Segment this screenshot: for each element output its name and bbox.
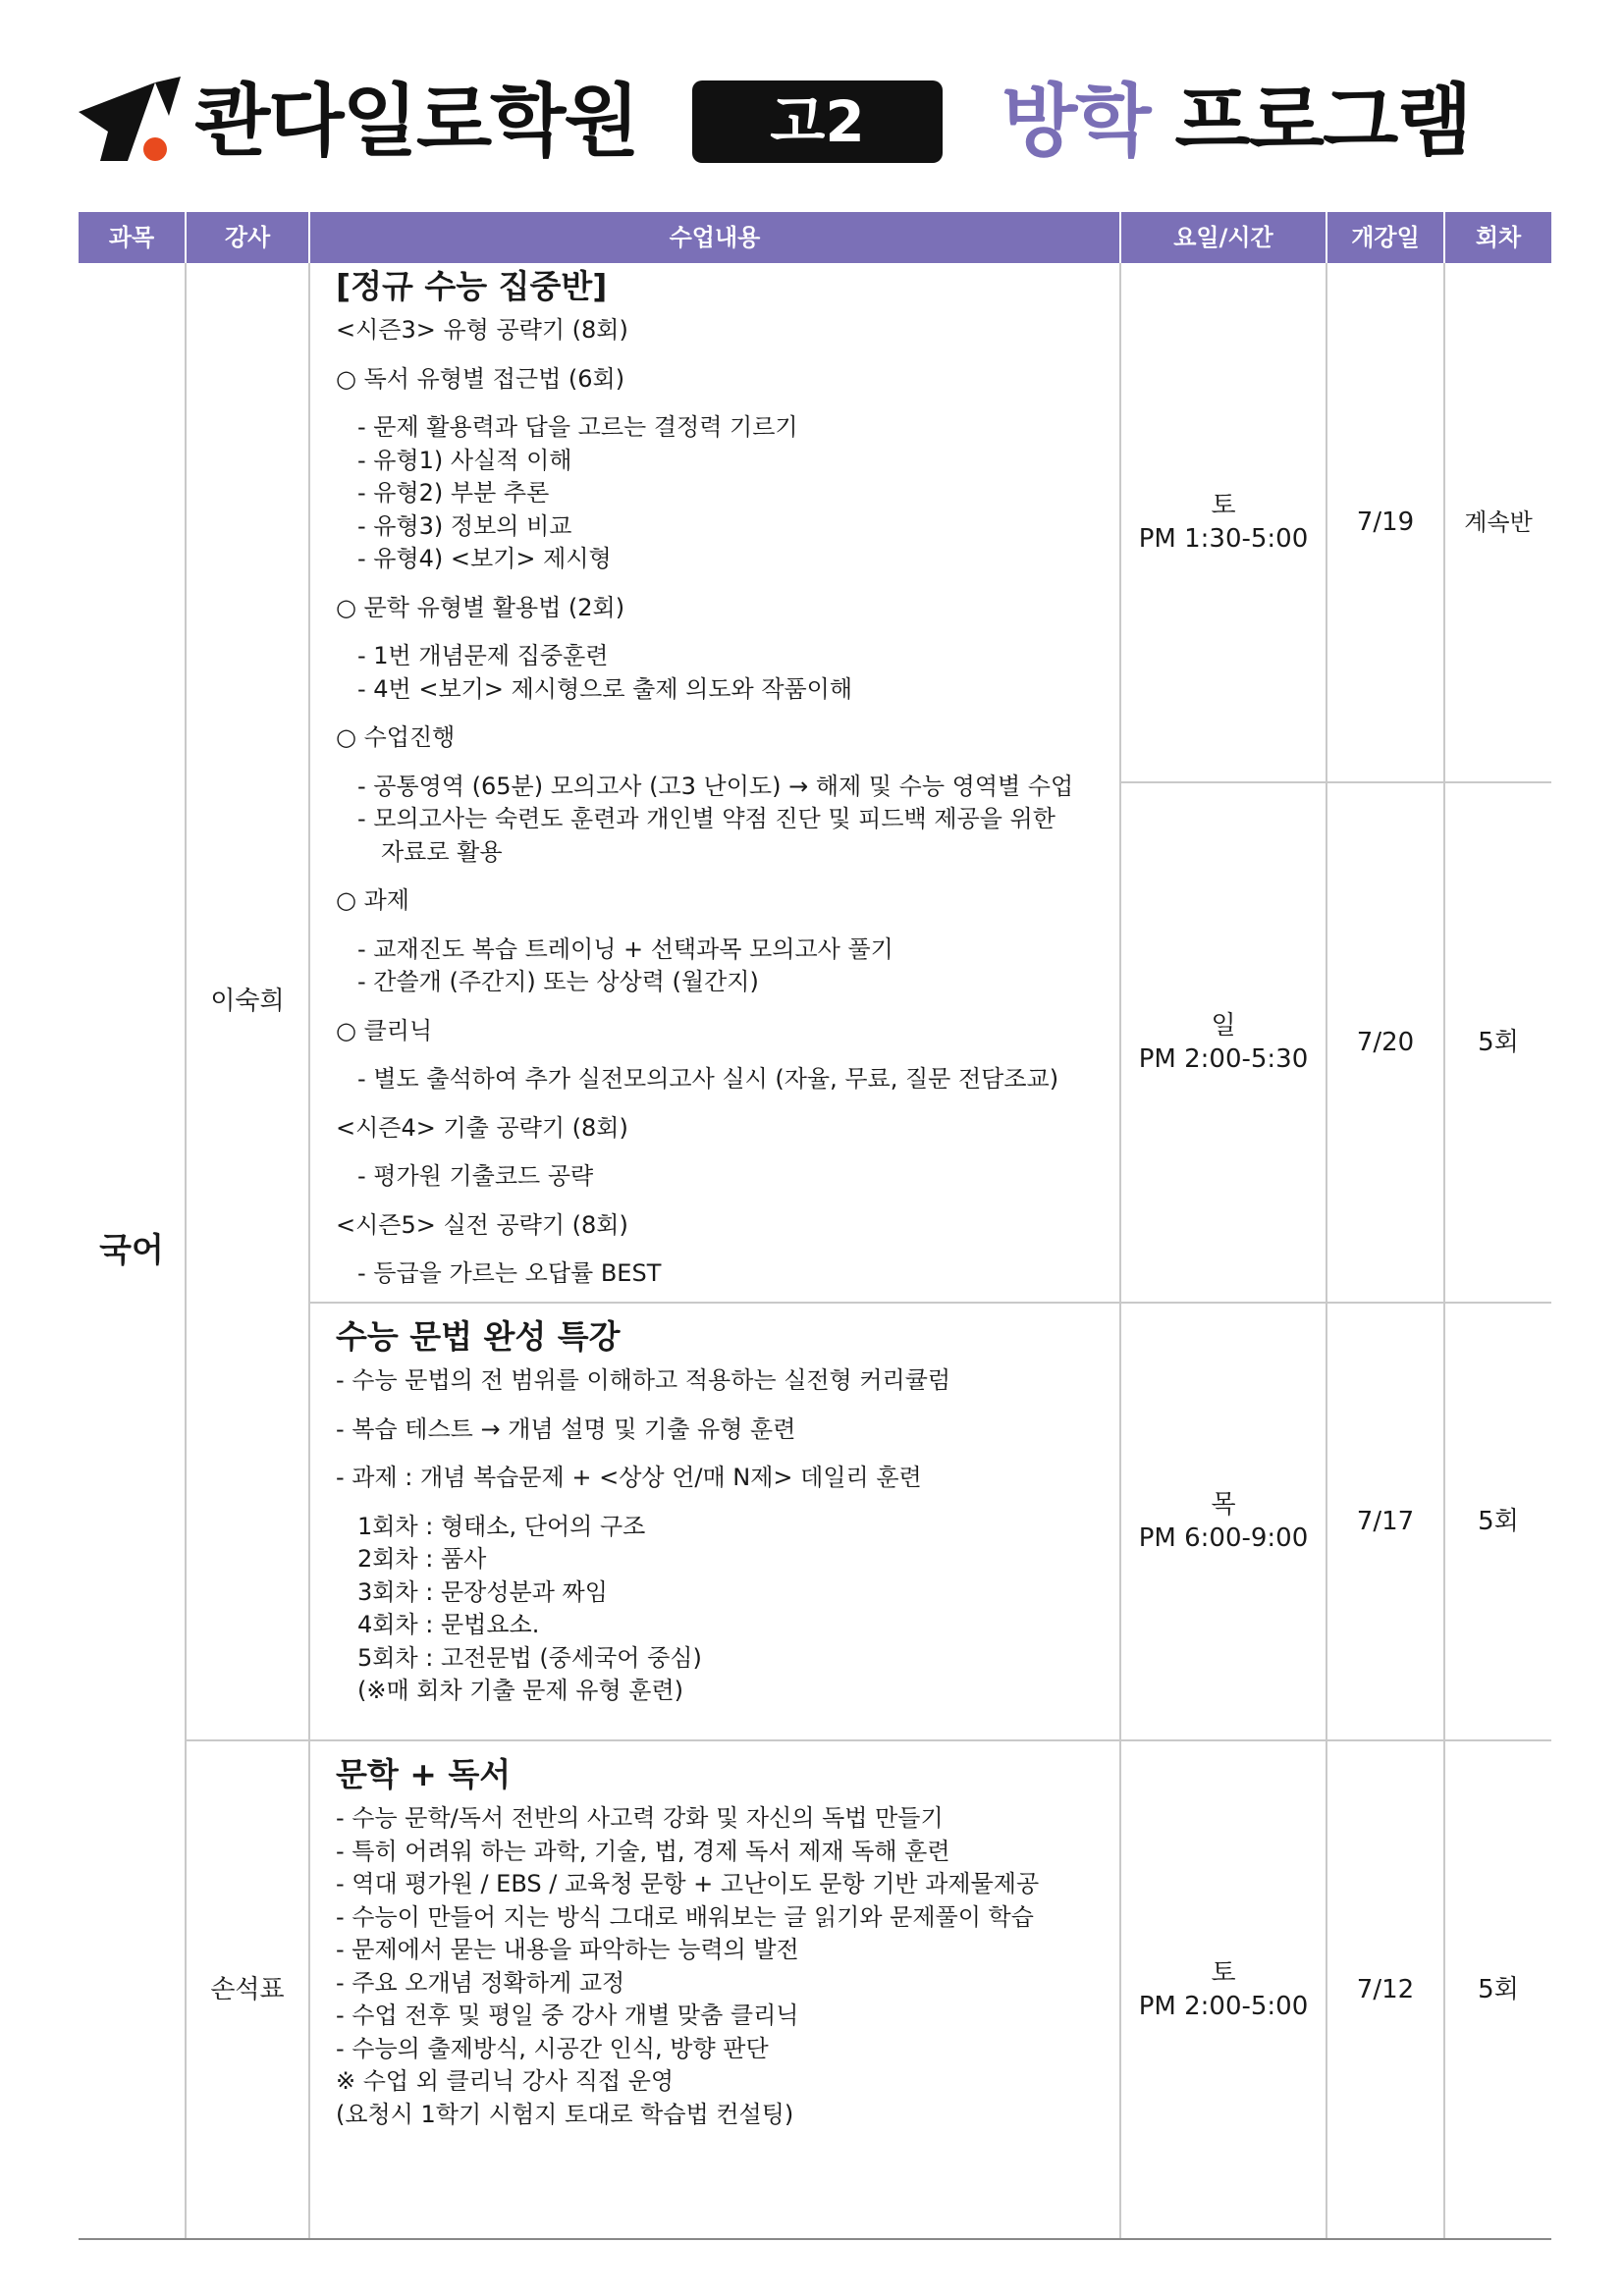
table-bottom-border: [79, 2238, 1551, 2240]
content-line: - 수능 문법의 전 범위를 이해하고 적용하는 실전형 커리큘럼: [336, 1366, 951, 1394]
content-line: - 유형2) 부분 추론: [357, 479, 550, 507]
schedule-time: PM 2:00-5:00: [1138, 1992, 1309, 2021]
column-header-content: 수업내용: [310, 212, 1119, 263]
content-line: - 유형1) 사실적 이해: [357, 446, 572, 474]
schedule-cell: [1121, 1304, 1326, 1739]
academy-name: 콴다일로학원: [194, 76, 638, 167]
teacher-cell: 손석표: [210, 1975, 285, 2004]
content-line: 4회차 : 문법요소.: [357, 1611, 540, 1638]
column-header-start-date: 개강일: [1327, 212, 1443, 263]
grid-line: [308, 263, 310, 2240]
sessions-cell: 5회: [1478, 1975, 1519, 2004]
content-line: <시즌4> 기출 공략기 (8회): [336, 1113, 628, 1142]
course-title: [정규 수능 집중반]: [336, 267, 608, 305]
content-line: ○ 수업진행: [336, 723, 456, 751]
sessions-cell: 계속반: [1464, 508, 1533, 536]
content-line: - 모의고사는 숙련도 훈련과 개인별 약점 진단 및 피드백 제공을 위한: [357, 805, 1056, 832]
course-content-literature: [336, 1755, 1111, 2131]
content-line: 2회차 : 품사: [357, 1545, 487, 1573]
content-line: - 과제 : 개념 복습문제 + <상상 언/매 N제> 데일리 훈련: [336, 1464, 922, 1491]
start-date-cell: 7/19: [1356, 507, 1415, 537]
content-line: - 등급을 가르는 오답률 BEST: [357, 1259, 662, 1287]
course-content-grammar: [336, 1317, 1111, 1708]
content-line: - 문제 활용력과 답을 고르는 결정력 기르기: [357, 413, 798, 441]
content-line: - 수능의 출제방식, 시공간 인식, 방향 판단: [336, 2034, 769, 2062]
content-line: - 수능이 만들어 지는 방식 그대로 배워보는 글 읽기와 문제풀이 학습: [336, 1902, 1034, 1931]
course-title: 수능 문법 완성 특강: [336, 1317, 621, 1356]
subject-cell: 국어: [99, 1231, 164, 1270]
content-line: - 유형4) <보기> 제시형: [357, 545, 612, 572]
content-line: 5회차 : 고전문법 (중세국어 중심): [357, 1643, 702, 1672]
grade-badge: 고2: [692, 80, 943, 163]
start-date-cell: 7/20: [1356, 1028, 1415, 1057]
content-line: ○ 클리닉: [336, 1016, 433, 1044]
schedule-time: PM 1:30-5:00: [1138, 524, 1309, 554]
content-line: <시즌3> 유형 공략기 (8회): [336, 316, 628, 344]
content-line: - 수능 문학/독서 전반의 사고력 강화 및 자신의 독법 만들기: [336, 1804, 944, 1832]
content-line: - 특히 어려워 하는 과학, 기술, 법, 경제 독서 제재 독해 훈련: [336, 1837, 950, 1865]
course-content-regular: [336, 267, 1111, 1291]
content-line: - 복습 테스트 → 개념 설명 및 기출 유형 훈련: [336, 1415, 796, 1443]
column-header-schedule: 요일/시간: [1121, 212, 1326, 263]
content-line: 1회차 : 형태소, 단어의 구조: [357, 1512, 646, 1540]
content-line: ○ 과제: [336, 886, 409, 914]
sessions-cell: 5회: [1478, 1507, 1519, 1536]
content-line: (※매 회차 기출 문제 유형 훈련): [357, 1677, 684, 1704]
content-line: (요청시 1학기 시험지 토대로 학습법 컨설팅): [336, 2100, 794, 2128]
content-line: ※ 수업 외 클리닉 강사 직접 운영: [336, 2067, 675, 2095]
content-line: - 유형3) 정보의 비교: [357, 511, 572, 540]
content-line: 3회차 : 문장성분과 짜임: [357, 1577, 608, 1606]
sessions-cell: 5회: [1478, 1028, 1519, 1057]
content-line: - 간쓸개 (주간지) 또는 상상력 (월간지): [357, 968, 759, 995]
schedule-day: 일: [1211, 1011, 1236, 1041]
content-line: ○ 문학 유형별 활용법 (2회): [336, 593, 625, 621]
schedule-cell: [1121, 783, 1326, 1302]
course-title: 문학 + 독서: [336, 1755, 512, 1793]
content-line: - 공통영역 (65분) 모의고사 (고3 난이도) → 해제 및 수능 영역별 수업: [357, 772, 1074, 800]
content-line: - 4번 <보기> 제시형으로 출제 의도와 작품이해: [357, 674, 853, 703]
content-line: - 별도 출석하여 추가 실전모의고사 실시 (자율, 무료, 질문 전담조교): [357, 1065, 1059, 1093]
start-date-cell: 7/17: [1356, 1507, 1415, 1536]
content-line: 자료로 활용: [381, 837, 503, 866]
table-header: [79, 212, 1551, 263]
program-title: [1001, 71, 1471, 173]
schedule-cell: [1121, 263, 1326, 781]
content-line: - 수업 전후 및 평일 중 강사 개별 맞춤 클리닉: [336, 2002, 799, 2029]
schedule-time: PM 6:00-9:00: [1138, 1523, 1309, 1553]
schedule-day: 목: [1211, 1490, 1236, 1520]
schedule-day: 토: [1211, 491, 1236, 520]
start-date-cell: 7/12: [1356, 1975, 1415, 2004]
page-header: [79, 71, 1522, 179]
content-line: - 교재진도 복습 트레이닝 + 선택과목 모의고사 풀기: [357, 934, 893, 963]
schedule-cell: [1121, 1741, 1326, 2238]
teacher-cell: 이숙희: [210, 987, 285, 1016]
column-header-sessions: 회차: [1445, 212, 1551, 263]
content-line: - 주요 오개념 정확하게 교정: [336, 1968, 625, 1997]
program-title-accent: 방학: [1001, 76, 1150, 167]
content-line: - 1번 개념문제 집중훈련: [357, 642, 609, 669]
schedule-day: 토: [1211, 1958, 1236, 1988]
academy-logo-icon: [79, 77, 181, 165]
column-header-teacher: 강사: [187, 212, 308, 263]
schedule-time: PM 2:00-5:30: [1138, 1044, 1309, 1074]
content-line: - 평가원 기출코드 공략: [357, 1162, 594, 1190]
content-line: - 문제에서 묻는 내용을 파악하는 능력의 발전: [336, 1936, 799, 1963]
content-line: - 역대 평가원 / EBS / 교육청 문항 + 고난이도 문항 기반 과제물제공: [336, 1870, 1040, 1897]
content-line: <시즌5> 실전 공략기 (8회): [336, 1210, 628, 1239]
column-header-subject: 과목: [79, 212, 185, 263]
logo-dot: [143, 137, 167, 161]
content-line: ○ 독서 유형별 접근법 (6회): [336, 364, 625, 393]
program-title-rest: 프로그램: [1174, 76, 1471, 167]
